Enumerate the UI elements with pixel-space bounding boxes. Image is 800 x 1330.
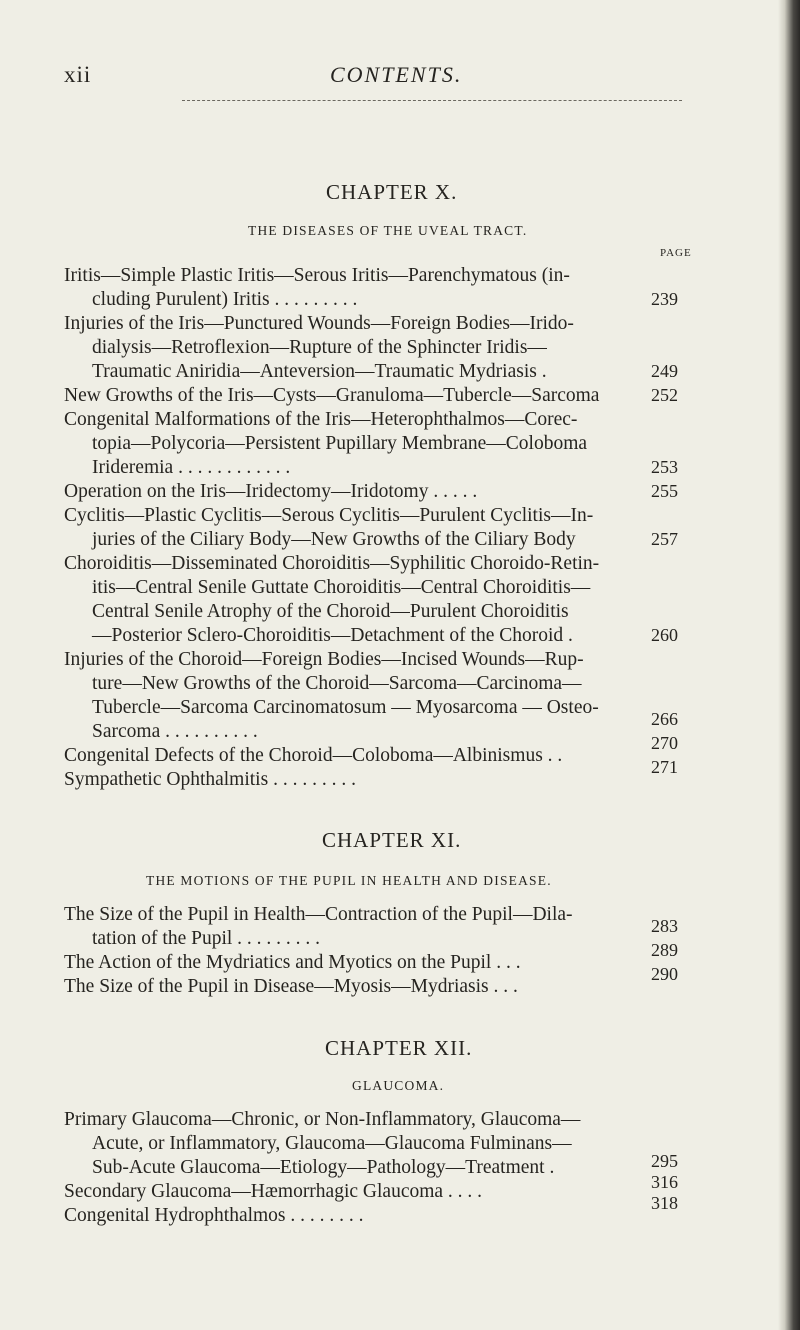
toc-entry-line: Injuries of the Choroid—Foreign Bodies—Incised Wounds—Rup- [64, 649, 584, 670]
toc-page-number: 249 [651, 361, 678, 381]
toc-page-number: 253 [651, 457, 678, 477]
toc-entry-line: Iritis—Simple Plastic Iritis—Serous Iritis—Parenchymatous (in- [64, 265, 570, 286]
toc-entry-line: The Size of the Pupil in Disease—Myosis—Mydriasis . . . [64, 976, 518, 997]
toc-entry-line: Operation on the Iris—Iridectomy—Iridotomy . . . . . [64, 481, 478, 502]
toc-page-number: 316 [651, 1172, 678, 1192]
toc-page-number: 255 [651, 481, 678, 501]
running-title: CONTENTS. [330, 62, 463, 87]
toc-page-number: 266 [651, 709, 678, 729]
toc-entry-line: Irideremia . . . . . . . . . . . . [92, 457, 291, 478]
toc-entry-line: Congenital Malformations of the Iris—Heterophthalmos—Corec- [64, 409, 578, 430]
toc-entry-line: tation of the Pupil . . . . . . . . . [92, 928, 321, 949]
toc-page-number: 257 [651, 529, 678, 549]
toc-entry-line: Primary Glaucoma—Chronic, or Non-Inflammatory, Glaucoma— [64, 1109, 581, 1130]
chapter-heading: CHAPTER X. [326, 180, 458, 204]
toc-entry-line: Congenital Hydrophthalmos . . . . . . . . [64, 1205, 364, 1226]
toc-page-number: 260 [651, 625, 678, 645]
toc-entry-line: New Growths of the Iris—Cysts—Granuloma—Tubercle—Sarcoma [64, 385, 600, 406]
toc-entry-line: Sarcoma . . . . . . . . . . [92, 721, 258, 742]
toc-entry-line: ture—New Growths of the Choroid—Sarcoma—Carcinoma— [92, 673, 582, 694]
toc-entry-line: Congenital Defects of the Choroid—Coloboma—Albinismus . . [64, 745, 563, 766]
chapter-subtitle: THE DISEASES OF THE UVEAL TRACT. [248, 223, 528, 238]
toc-page-number: 270 [651, 733, 678, 753]
toc-page-number: 283 [651, 916, 678, 936]
toc-entry-line: Choroiditis—Disseminated Choroiditis—Syphilitic Choroido-Retin- [64, 553, 600, 574]
toc-entry-line: juries of the Ciliary Body—New Growths of the Ciliary Body [92, 529, 576, 550]
toc-entry-line: Acute, or Inflammatory, Glaucoma—Glaucoma Fulminans— [92, 1133, 572, 1154]
page-column-label: PAGE [660, 247, 692, 259]
toc-entry-line: The Action of the Mydriatics and Myotics on the Pupil . . . [64, 952, 521, 973]
chapter-subtitle: THE MOTIONS OF THE PUPIL IN HEALTH AND DISEASE. [146, 873, 552, 888]
toc-page-number: 318 [651, 1193, 678, 1213]
header-rule [182, 100, 682, 101]
toc-page-number: 271 [651, 757, 678, 777]
page-number: xii [64, 62, 92, 87]
toc-page-number: 239 [651, 289, 678, 309]
toc-entry-line: Tubercle—Sarcoma Carcinomatosum — Myosarcoma — Osteo- [92, 697, 599, 718]
toc-page-number: 295 [651, 1151, 678, 1171]
chapter-subtitle: GLAUCOMA. [352, 1078, 445, 1093]
toc-entry-line: Sub-Acute Glaucoma—Etiology—Pathology—Treatment . [92, 1157, 555, 1178]
toc-entry-line: Sympathetic Ophthalmitis . . . . . . . . . [64, 769, 356, 790]
toc-entry-line: dialysis—Retroflexion—Rupture of the Sphincter Iridis— [92, 337, 547, 358]
toc-entry-line: Traumatic Aniridia—Anteversion—Traumatic Mydriasis . [92, 361, 547, 382]
toc-entry-line: Cyclitis—Plastic Cyclitis—Serous Cyclitis—Purulent Cyclitis—In- [64, 505, 594, 526]
toc-entry-line: —Posterior Sclero-Choroiditis—Detachment of the Choroid . [92, 625, 573, 646]
toc-entry-line: Central Senile Atrophy of the Choroid—Purulent Choroiditis [92, 601, 569, 622]
toc-entry-line: topia—Polycoria—Persistent Pupillary Membrane—Coloboma [92, 433, 588, 454]
chapter-heading: CHAPTER XI. [322, 828, 462, 852]
toc-page-number: 252 [651, 385, 678, 405]
toc-entry-line: Injuries of the Iris—Punctured Wounds—Foreign Bodies—Irido- [64, 313, 574, 334]
page-edge-shadow [778, 0, 800, 1330]
toc-entry-line: itis—Central Senile Guttate Choroiditis—Central Choroiditis— [92, 577, 591, 598]
toc-entry-line: The Size of the Pupil in Health—Contraction of the Pupil—Dila- [64, 904, 573, 925]
toc-entry-line: Secondary Glaucoma—Hæmorrhagic Glaucoma . . . . [64, 1181, 483, 1202]
toc-entry-line: cluding Purulent) Iritis . . . . . . . . . [92, 289, 358, 310]
chapter-heading: CHAPTER XII. [325, 1036, 473, 1060]
toc-page-number: 290 [651, 964, 678, 984]
toc-page-number: 289 [651, 940, 678, 960]
